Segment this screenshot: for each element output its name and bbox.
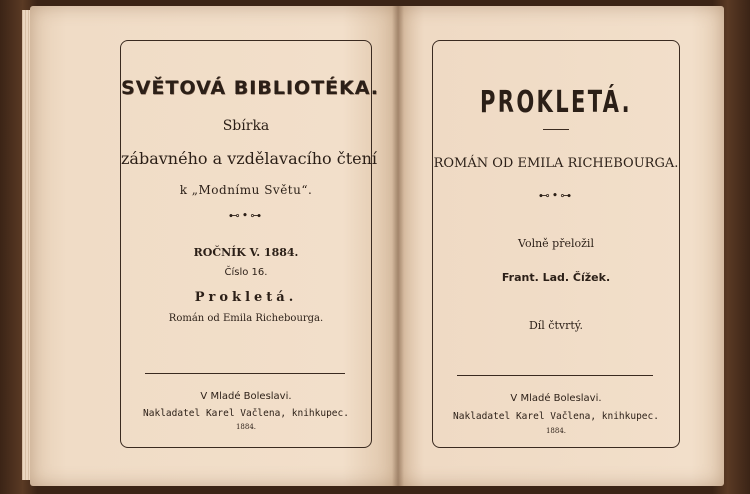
divider-rule (145, 373, 345, 374)
series-title: SVĚTOVÁ BIBLIOTÉKA. (121, 77, 380, 99)
publisher-line: Nakladatel Karel Vačlena, knihkupec. (453, 411, 659, 422)
collection-label: Sbírka (222, 118, 270, 134)
left-page-frame (120, 40, 380, 448)
publisher-line: Nakladatel Karel Vačlena, knihkupec. (143, 408, 349, 419)
book-title: PROKLETÁ. (480, 85, 632, 120)
novel-subtitle: ROMÁN OD EMILA RICHEBOURGA. (433, 156, 679, 171)
publication-year: 1884. (235, 423, 257, 431)
divider-rule (457, 375, 653, 376)
publication-place: V Mladé Boleslavi. (200, 391, 292, 402)
publication-place: V Mladé Boleslavi. (510, 393, 602, 404)
issue-number: Číslo 16. (224, 267, 268, 278)
ornament-divider: ⊷•⊶ (538, 189, 574, 202)
book-title-small: Prokletá. (194, 290, 298, 305)
right-page-frame (432, 40, 680, 448)
title-underline (543, 129, 569, 130)
author-line: Román od Emila Richebourga. (168, 313, 324, 324)
collection-description: zábavného a vzdělavacího čtení (121, 149, 378, 168)
translator-name: Frant. Lad. Čížek. (501, 271, 611, 284)
publication-year: 1884. (545, 427, 567, 435)
volume-label: ROČNÍK V. 1884. (193, 246, 299, 259)
supplement-note: k „Modnímu Světu“. (179, 183, 313, 197)
book-gutter (392, 6, 404, 486)
ornament-divider: ⊷•⊶ (228, 209, 264, 222)
part-label: Díl čtvrtý. (528, 319, 584, 332)
translated-by-label: Volně přeložil (518, 237, 594, 250)
